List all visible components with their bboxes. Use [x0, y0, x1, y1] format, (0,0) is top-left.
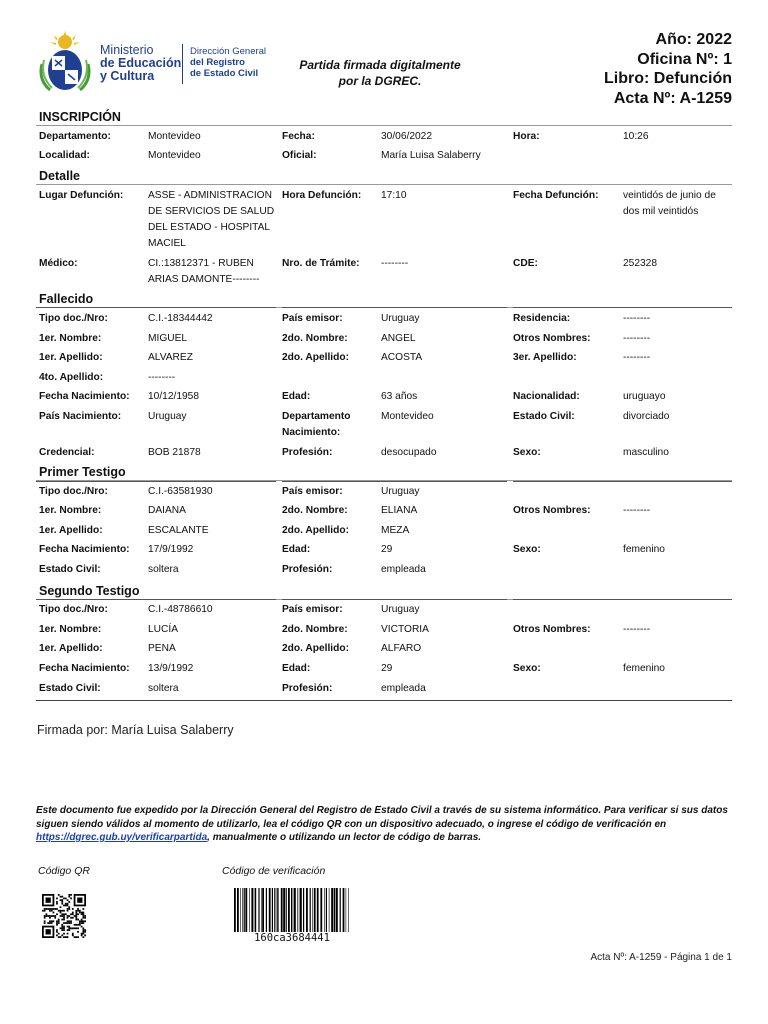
verification-link[interactable]: https://dgrec.gub.uy/verificarpartida [36, 832, 208, 843]
field-value: -------- [623, 333, 651, 344]
field-value: ACOSTA [381, 352, 423, 363]
field-label: 2do. Nombre: [282, 624, 348, 635]
field-value: Uruguay [381, 604, 420, 615]
field-value: ELIANA [381, 505, 418, 516]
field-value: ANGEL [381, 333, 416, 344]
field-value: -------- [148, 372, 176, 383]
section-segundo-testigo-title: Segundo Testigo [36, 582, 732, 600]
field-value: masculino [623, 447, 669, 458]
field-label: Médico: [39, 258, 78, 269]
column-divider [36, 599, 276, 600]
field-label: Profesión: [282, 683, 333, 694]
field-value: 10/12/1958 [148, 391, 199, 402]
section-fallecido-title: Fallecido [36, 290, 732, 308]
field-label: País Nacimiento: [39, 411, 122, 422]
field-label: Fecha Nacimiento: [39, 544, 130, 555]
column-divider [513, 599, 732, 600]
field-label: Fecha Defunción: [513, 190, 599, 201]
field-value: 29 [381, 663, 393, 674]
column-divider [36, 307, 276, 308]
field-label: Otros Nombres: [513, 624, 591, 635]
field-value: soltera [148, 564, 179, 575]
field-value: 13/9/1992 [148, 663, 194, 674]
field-label: Hora Defunción: [282, 190, 362, 201]
field-label: Departamento: [39, 131, 111, 142]
field-value: MIGUEL [148, 333, 188, 344]
field-label: Tipo doc./Nro: [39, 313, 108, 324]
field-label: Estado Civil: [513, 411, 575, 422]
field-label: Departamento Nacimiento: [282, 411, 351, 438]
field-value: 29 [381, 544, 393, 555]
field-label: 1er. Apellido: [39, 525, 103, 536]
field-value: 10:26 [623, 131, 649, 142]
field-value: ALFARO [381, 643, 422, 654]
field-value: CI.:13812371 - RUBEN ARIAS DAMONTE-------- [148, 258, 260, 285]
field-value: Montevideo [148, 131, 201, 142]
field-value: -------- [381, 258, 409, 269]
field-label: País emisor: [282, 486, 343, 497]
field-label: Edad: [282, 391, 311, 402]
field-label: Nro. de Trámite: [282, 258, 360, 269]
field-value: empleada [381, 564, 426, 575]
field-value: -------- [623, 624, 651, 635]
field-label: Profesión: [282, 447, 333, 458]
field-value: María Luisa Salaberry [381, 150, 481, 161]
field-label: Localidad: [39, 150, 90, 161]
column-divider [36, 481, 276, 482]
column-divider [513, 481, 732, 482]
field-label: Profesión: [282, 564, 333, 575]
field-value: femenino [623, 663, 665, 674]
field-value: 252328 [623, 258, 657, 269]
field-label: Sexo: [513, 447, 541, 458]
field-label: Edad: [282, 663, 311, 674]
field-value: DAIANA [148, 505, 186, 516]
digital-signature-note: Partida firmada digitalmente por la DGREC. [299, 58, 461, 88]
field-value: Uruguay [381, 486, 420, 497]
field-label: 2do. Apellido: [282, 525, 349, 536]
field-label: Edad: [282, 544, 311, 555]
logo-divider [182, 44, 183, 84]
ministerio-dgrec-logo [36, 30, 268, 100]
field-value: empleada [381, 683, 426, 694]
field-value: -------- [623, 505, 651, 516]
field-label: Otros Nombres: [513, 333, 591, 344]
legal-text-part2: , manualmente o utilizando un lector de código de barras. [207, 832, 482, 843]
field-label: Tipo doc./Nro: [39, 604, 108, 615]
column-divider [513, 307, 732, 308]
field-value: 30/06/2022 [381, 131, 432, 142]
uruguay-coat-of-arms-icon [36, 30, 94, 94]
acta-year: Año: 2022 [655, 31, 732, 48]
section-detalle-title: Detalle [36, 167, 732, 185]
acta-number: Acta Nº: A-1259 [613, 89, 732, 107]
field-value: -------- [623, 352, 651, 363]
field-label: Otros Nombres: [513, 505, 591, 516]
dgrec-logo-text: Dirección General del Registro de Estado Civil [190, 46, 267, 79]
field-label: 2do. Nombre: [282, 333, 348, 344]
field-value: 17/9/1992 [148, 544, 194, 555]
field-value: ESCALANTE [148, 525, 209, 536]
field-value: MEZA [381, 525, 410, 536]
field-value: PENA [148, 643, 176, 654]
section-inscripcion-title: INSCRIPCIÓN [36, 108, 732, 126]
field-value: uruguayo [623, 391, 666, 402]
field-label: País emisor: [282, 313, 343, 324]
field-label: 1er. Apellido: [39, 352, 103, 363]
field-label: Fecha Nacimiento: [39, 391, 130, 402]
field-value: Montevideo [148, 150, 201, 161]
field-value: -------- [623, 313, 651, 324]
page-footer: Acta Nº: A-1259 - Página 1 de 1 [590, 952, 732, 963]
acta-identifier [604, 30, 732, 108]
section-primer-testigo-title: Primer Testigo [36, 463, 732, 481]
field-label: 1er. Apellido: [39, 643, 103, 654]
field-label: 2do. Nombre: [282, 505, 348, 516]
field-value: ALVAREZ [148, 352, 193, 363]
acta-book: Libro: Defunción [604, 70, 732, 87]
qr-code-icon [42, 894, 86, 938]
legal-notice [36, 804, 732, 845]
field-label: 1er. Nombre: [39, 333, 102, 344]
field-label: Tipo doc./Nro: [39, 486, 108, 497]
field-label: Oficial: [282, 150, 317, 161]
field-label: Fecha Nacimiento: [39, 663, 130, 674]
legal-text-part1: Este documento fue expedido por la Dirección General del Registro de Estado Civil a través de su sistema informático. Para verificar si sus datos siguen siendo válidos al momento de utilizarlo, lea el código QR con un dispositivo adecuado, o ingrese el código de verificación en [36, 805, 728, 830]
field-label: 1er. Nombre: [39, 505, 102, 516]
field-label: Sexo: [513, 544, 541, 555]
field-label: Nacionalidad: [513, 391, 580, 402]
field-label: 2do. Apellido: [282, 352, 349, 363]
field-value: Montevideo [381, 411, 434, 422]
field-value: Uruguay [148, 411, 187, 422]
field-value: Uruguay [381, 313, 420, 324]
verification-code-label: Código de verificación [222, 865, 326, 877]
field-value: BOB 21878 [148, 447, 201, 458]
content-end-divider [36, 700, 732, 701]
field-value: divorciado [623, 411, 670, 422]
field-value: C.I.-48786610 [148, 604, 213, 615]
column-divider [282, 599, 507, 600]
field-label: Estado Civil: [39, 683, 101, 694]
field-label: Credencial: [39, 447, 95, 458]
field-value: 17:10 [381, 190, 407, 201]
signed-by: Firmada por: María Luisa Salaberry [37, 723, 234, 737]
field-value: soltera [148, 683, 179, 694]
field-label: 4to. Apellido: [39, 372, 104, 383]
field-label: 2do. Apellido: [282, 643, 349, 654]
field-label: Fecha: [282, 131, 315, 142]
field-label: Hora: [513, 131, 540, 142]
barcode-icon [233, 888, 351, 932]
field-label: CDE: [513, 258, 538, 269]
qr-code-label: Código QR [38, 865, 90, 877]
field-value: femenino [623, 544, 665, 555]
column-divider [282, 307, 507, 308]
acta-office: Oficina Nº: 1 [637, 50, 732, 68]
column-divider [282, 481, 507, 482]
field-label: País emisor: [282, 604, 343, 615]
field-label: Residencia: [513, 313, 571, 324]
field-value: ASSE - ADMINISTRACION DE SERVICIOS DE SALUD DEL ESTADO - HOSPITAL MACIEL [148, 190, 275, 249]
field-value: veintidós de junio de dos mil veintidós [623, 190, 716, 217]
field-label: Lugar Defunción: [39, 190, 124, 201]
field-value: VICTORIA [381, 624, 429, 635]
field-label: Estado Civil: [39, 564, 101, 575]
ministerio-logo-text: Ministerio de Educación y Cultura [100, 43, 182, 83]
field-value: desocupado [381, 447, 437, 458]
field-value: C.I.-18344442 [148, 313, 213, 324]
field-label: 3er. Apellido: [513, 352, 577, 363]
field-label: Sexo: [513, 663, 541, 674]
verification-code: 160ca3684441 [254, 932, 330, 944]
field-value: LUCÍA [148, 624, 179, 635]
field-value: 63 años [381, 391, 418, 402]
field-value: C.I.-63581930 [148, 486, 213, 497]
field-label: 1er. Nombre: [39, 624, 102, 635]
